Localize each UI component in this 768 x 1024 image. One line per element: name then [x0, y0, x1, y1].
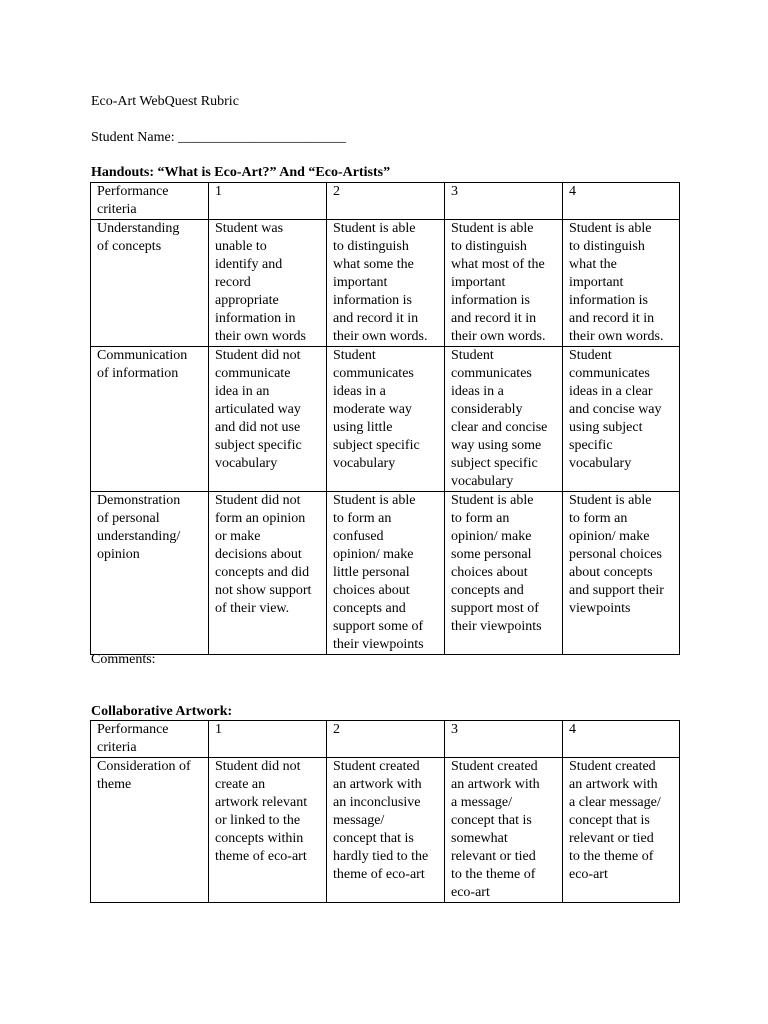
- table-row: [91, 492, 680, 655]
- table-cell: Student created an artwork with an inconclusive message/ concept that is hardly tied to the theme of eco-art: [327, 758, 445, 903]
- table-cell: Understanding of concepts: [91, 220, 209, 347]
- table-cell: Student is able to distinguish what some the important information is and record it in their own words.: [327, 220, 445, 347]
- collaborative-artwork-heading: Collaborative Artwork:: [91, 704, 233, 719]
- table-cell: Student created an artwork with a message/ concept that is somewhat relevant or tied to the theme of eco-art: [445, 758, 563, 903]
- table-cell: Student is able to distinguish what most of the important information is and record it in their own words.: [445, 220, 563, 347]
- table-cell: Student did not form an opinion or make decisions about concepts and did not show support of their view.: [209, 492, 327, 655]
- handouts-section-heading: Handouts: “What is Eco-Art?” And “Eco-Artists”: [91, 165, 391, 180]
- table-row: [91, 347, 680, 492]
- table-cell: Student communicates ideas in a clear and concise way using subject specific vocabulary: [563, 347, 680, 492]
- table-row: [91, 758, 680, 903]
- table-cell: 3: [445, 721, 563, 758]
- table-cell: Student is able to form an opinion/ make some personal choices about concepts and support most of their viewpoints: [445, 492, 563, 655]
- table-cell: Consideration of theme: [91, 758, 209, 903]
- table-cell: Student is able to form an confused opinion/ make little personal choices about concepts and support some of their viewpoints: [327, 492, 445, 655]
- table-cell: Student is able to form an opinion/ make personal choices about concepts and support their viewpoints: [563, 492, 680, 655]
- table-cell: Student was unable to identify and record appropriate information in their own words: [209, 220, 327, 347]
- student-name-line: Student Name: ________________________: [91, 130, 347, 145]
- document-title: Eco-Art WebQuest Rubric: [91, 94, 239, 109]
- table-cell: 2: [327, 183, 445, 220]
- table-cell: Student communicates ideas in a moderate way using little subject specific vocabulary: [327, 347, 445, 492]
- table-cell: Student created an artwork with a clear message/ concept that is relevant or tied to the theme of eco-art: [563, 758, 680, 903]
- table-cell: Student communicates ideas in a considerably clear and concise way using some subject specific vocabulary: [445, 347, 563, 492]
- table-cell: Performance criteria: [91, 721, 209, 758]
- table-header-row: [91, 721, 680, 758]
- table-header-row: [91, 183, 680, 220]
- table-cell: 3: [445, 183, 563, 220]
- table-row: [91, 220, 680, 347]
- table-cell: Student did not create an artwork relevant or linked to the concepts within theme of eco-art: [209, 758, 327, 903]
- comments-label: Comments:: [91, 652, 156, 667]
- table-cell: Student did not communicate idea in an articulated way and did not use subject specific vocabulary: [209, 347, 327, 492]
- table-cell: 2: [327, 721, 445, 758]
- table-cell: 1: [209, 721, 327, 758]
- table-cell: Performance criteria: [91, 183, 209, 220]
- table-cell: 1: [209, 183, 327, 220]
- table-cell: Communication of information: [91, 347, 209, 492]
- handouts-rubric-table: [90, 182, 680, 655]
- table-cell: Demonstration of personal understanding/ opinion: [91, 492, 209, 655]
- table-cell: 4: [563, 183, 680, 220]
- table-cell: 4: [563, 721, 680, 758]
- table-cell: Student is able to distinguish what the important information is and record it in their own words.: [563, 220, 680, 347]
- collaborative-artwork-rubric-table: [90, 720, 680, 903]
